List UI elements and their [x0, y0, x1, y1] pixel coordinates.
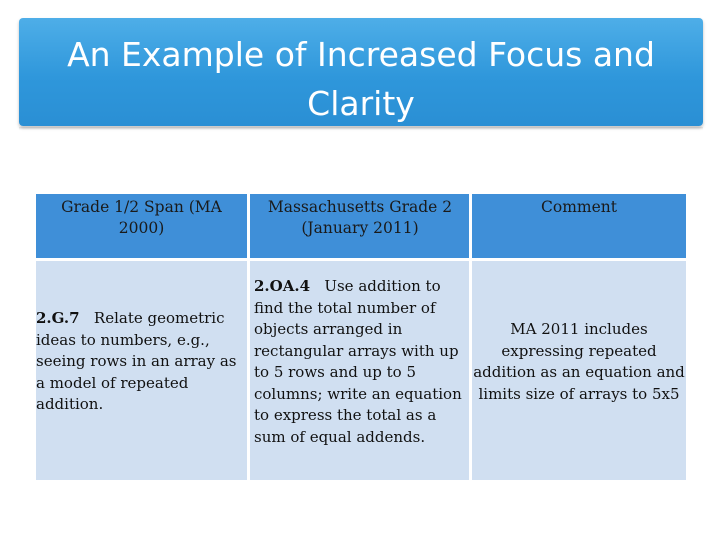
- standard-text-2oa4: Use addition to find the total number of objects arranged in rectangular arrays with up to 5 rows and up to 5 columns; write an equation to express the total as a sum of equal addends.: [254, 277, 462, 446]
- header-comment: Comment: [541, 198, 617, 216]
- standard-code-2g7: 2.G.7: [36, 309, 80, 327]
- cell-comment: MA 2011 includes expressing repeated addition as an equation and limits size of arrays to 5x5: [473, 320, 685, 403]
- standard-code-2oa4: 2.OA.4: [254, 277, 311, 295]
- cell-grade-span: [36, 308, 247, 416]
- column-divider-1: [247, 194, 250, 480]
- comparison-table: [36, 194, 686, 480]
- header-massachusetts-grade-2: Massachusetts Grade 2 (January 2011): [267, 198, 453, 237]
- standard-text-2g7: Relate geometric ideas to numbers, e.g., seeing rows in an array as a model of repeated addition.: [36, 309, 237, 413]
- slide-title: An Example of Increased Focus and Clarity: [67, 35, 655, 123]
- row-divider: [36, 258, 686, 261]
- header-grade-span: Grade 1/2 Span (MA 2000): [61, 198, 222, 237]
- cell-massachusetts-grade-2: [254, 276, 470, 448]
